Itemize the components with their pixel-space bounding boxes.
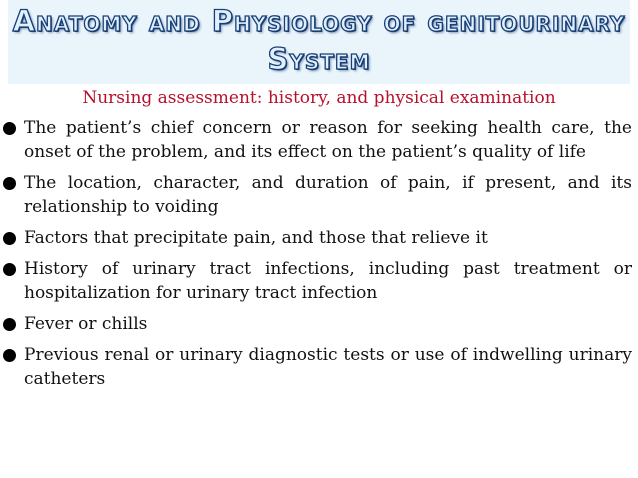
bullet-text: Previous renal or urinary diagnostic tests or use of indwelling urinary catheters: [24, 345, 632, 389]
bullet-text: Factors that precipitate pain, and those that relieve it: [24, 228, 488, 248]
bullet-item: [0, 257, 632, 305]
bullet-text: History of urinary tract infections, including past treatment or hospitalization for urinary tract infection: [24, 259, 632, 303]
bullet-text: Fever or chills: [24, 314, 148, 334]
slide-subtitle: Nursing assessment: history, and physical examination: [82, 88, 556, 108]
bullet-item: [0, 312, 632, 336]
filled-circle-bullet-icon: [2, 176, 17, 191]
bullet-item: [0, 343, 632, 391]
filled-circle-bullet-icon: [2, 317, 17, 332]
bullet-text: The patient’s chief concern or reason for seeking health care, the onset of the problem, and its effect on the patient’s quality of life: [24, 118, 632, 162]
bullet-item: [0, 116, 632, 164]
filled-circle-bullet-icon: [2, 348, 17, 363]
filled-circle-bullet-icon: [2, 231, 17, 246]
filled-circle-bullet-icon: [2, 262, 17, 277]
bullet-text: The location, character, and duration of pain, if present, and its relationship to voiding: [24, 173, 632, 217]
bullet-list: [0, 116, 632, 398]
bullet-item: [0, 171, 632, 219]
slide-title: Anatomy and Physiology of genitourinary System: [12, 4, 626, 76]
filled-circle-bullet-icon: [2, 121, 17, 136]
bullet-item: [0, 226, 632, 250]
